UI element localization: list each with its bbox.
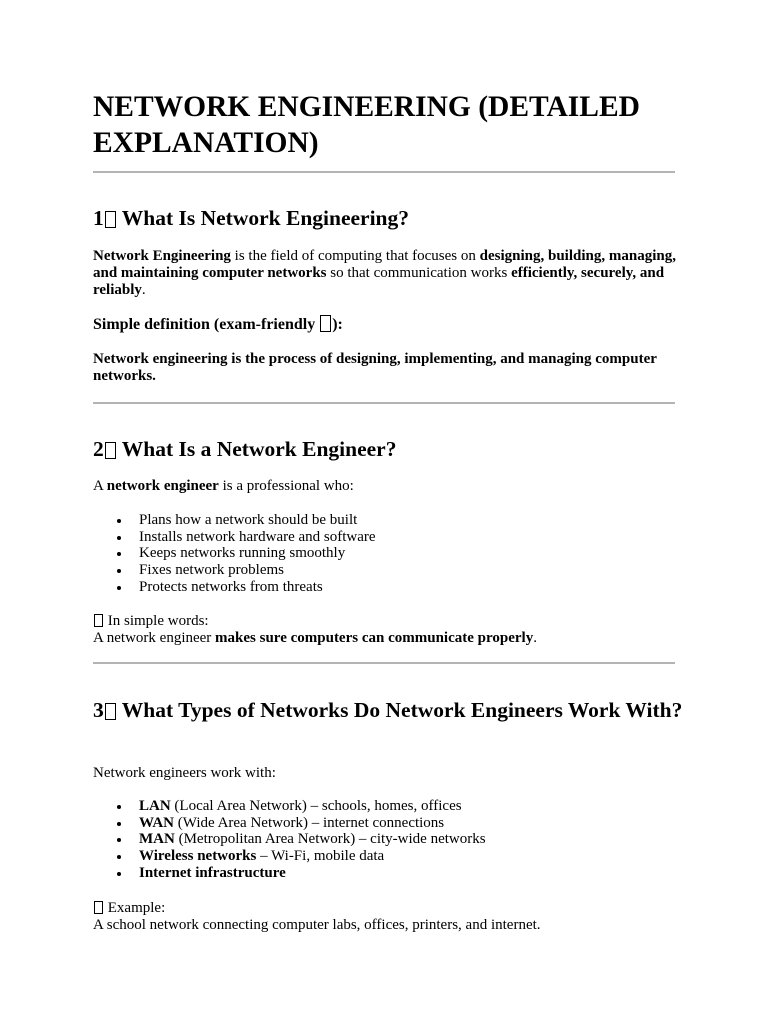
missing-glyph-icon bbox=[105, 211, 116, 228]
list-item: Protects networks from threats bbox=[93, 579, 376, 596]
network-types-list bbox=[93, 798, 486, 882]
simple-words-text: A network engineer makes sure computers can communicate properly. bbox=[93, 630, 537, 646]
section-2-heading: 2 What Is a Network Engineer? bbox=[93, 437, 397, 461]
engineer-duties-list bbox=[93, 512, 376, 596]
section-1-heading: 1 What Is Network Engineering? bbox=[93, 206, 410, 230]
list-item: WAN (Wide Area Network) – internet connections bbox=[93, 815, 486, 832]
missing-glyph-icon bbox=[105, 703, 116, 720]
list-item: MAN (Metropolitan Area Network) – city-wide networks bbox=[93, 831, 486, 848]
missing-glyph-icon bbox=[105, 442, 116, 459]
section-1-subheading: Simple definition (exam-friendly ): bbox=[93, 316, 343, 333]
example-text: A school network connecting computer labs, offices, printers, and internet. bbox=[93, 917, 541, 933]
simple-words-label: In simple words: bbox=[93, 613, 683, 630]
section-1-paragraph: Network Engineering is the field of computing that focuses on designing, building, managing, and maintaining computer networks so that communication works efficiently, securely, and reliably. bbox=[93, 248, 676, 298]
divider bbox=[93, 402, 675, 404]
definition-text: Network engineering is the process of designing, implementing, and managing computer networks. bbox=[93, 351, 657, 384]
divider bbox=[93, 662, 675, 664]
missing-glyph-icon bbox=[320, 315, 331, 332]
missing-glyph-icon bbox=[94, 901, 103, 914]
section-3-heading: 3 What Types of Networks Do Network Engineers Work With? bbox=[93, 698, 683, 722]
divider bbox=[93, 171, 675, 173]
list-item: Internet infrastructure bbox=[93, 865, 486, 882]
list-item: Wireless networks – Wi-Fi, mobile data bbox=[93, 848, 486, 865]
section-3-intro: Network engineers work with: bbox=[93, 765, 276, 781]
section-2-intro: A network engineer is a professional who: bbox=[93, 478, 354, 494]
missing-glyph-icon bbox=[94, 614, 103, 627]
list-item: Fixes network problems bbox=[93, 562, 376, 579]
list-item: Plans how a network should be built bbox=[93, 512, 376, 529]
list-item: Keeps networks running smoothly bbox=[93, 545, 376, 562]
page-title: NETWORK ENGINEERING (DETAILED EXPLANATION) bbox=[93, 91, 640, 159]
list-item: Installs network hardware and software bbox=[93, 529, 376, 546]
example-label: Example: bbox=[93, 900, 683, 917]
list-item: LAN (Local Area Network) – schools, homes, offices bbox=[93, 798, 486, 815]
